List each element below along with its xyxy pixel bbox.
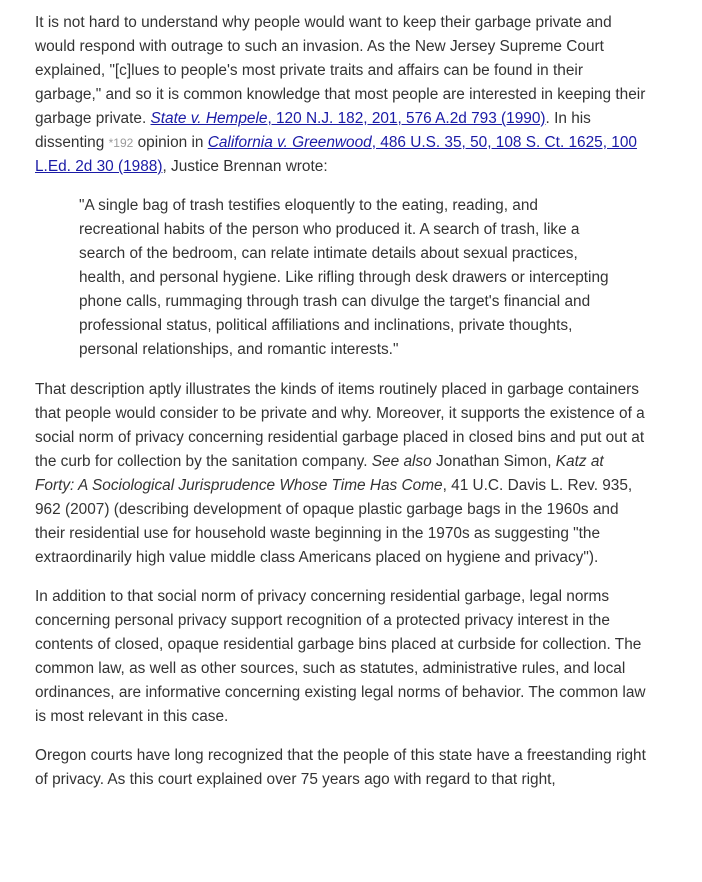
paragraph-legal-norms: In addition to that social norm of privacy concerning residential garbage, legal norms concerning personal privacy support recognition of a protected privacy interest in the contents of closed, opaque residential garbage bins placed at curbside for collection. The common law, as well as other sources, such as statutes, administrative rules, and local ordinances, are informative concerning existing legal norms of behavior. The common law is most relevant in this case. xyxy=(35,588,646,725)
hempele-case-name: State v. Hempele xyxy=(150,110,268,127)
paragraph-social-norm xyxy=(35,378,647,570)
hempele-citation: , 120 N.J. 182, 201, 576 A.2d 793 (1990) xyxy=(267,110,546,127)
paragraph-text: . In his dissenting xyxy=(35,110,591,151)
paragraph-right-of-privacy: Oregon courts have long recognized that the people of this state have a freestanding right of privacy. As this court explained over 75 years ago with regard to that right, xyxy=(35,747,646,788)
brennan-quote: "A single bag of trash testifies eloquently to the eating, reading, and recreational habits of the person who produced it. A search of trash, like a search of the bedroom, can relate intimate details about sexual practices, health, and personal hygiene. Like rifling through desk drawers or intercepting phone calls, rummaging through trash can divulge the target's financial and professional status, political affiliations and inclinations, private thoughts, personal relationships, and romantic interests." xyxy=(79,197,609,358)
paragraph-garbage-privacy xyxy=(35,11,647,179)
greenwood-citation: , 486 U.S. 35, 50, 108 S. Ct. 1625, 100 L.Ed. 2d 30 (1988) xyxy=(35,134,637,175)
see-also-signal: See also xyxy=(371,453,432,470)
hempele-citation-link[interactable] xyxy=(151,110,546,127)
paragraph-text: , 41 U.C. Davis L. Rev. 935, 962 (2007) (describing development of opaque plastic garbage bags in the 1960s and their residential use for household waste beginning in the 1970s as suggesting "the extraordinarily high value middle class Americans placed on hygiene and privacy"). xyxy=(35,477,633,566)
article-title: Katz at Forty: A Sociological Jurisprudence Whose Time Has Come xyxy=(35,453,604,494)
paragraph-text: Jonathan Simon, xyxy=(431,453,556,470)
paragraph-text: It is not hard to understand why people would want to keep their garbage private and would respond with outrage to such an invasion. As the New Jersey Supreme Court explained, "[c]lues to people's most private traits and affairs can be found in their garbage," and so it is common knowledge that most people are interested in keeping their garbage private. xyxy=(35,14,646,127)
paragraph-text: , Justice Brennan wrote: xyxy=(162,158,328,175)
star-page-marker: *192 xyxy=(108,136,134,150)
paragraph-text: opinion in xyxy=(133,134,208,151)
greenwood-case-name: California v. Greenwood xyxy=(207,134,372,151)
paragraph-text: That description aptly illustrates the kinds of items routinely placed in garbage containers that people would consider to be private and why. Moreover, it supports the existence of a social norm of privacy concerning residential garbage placed in closed bins and put out at the curb for collection by the sanitation company. xyxy=(35,381,645,470)
